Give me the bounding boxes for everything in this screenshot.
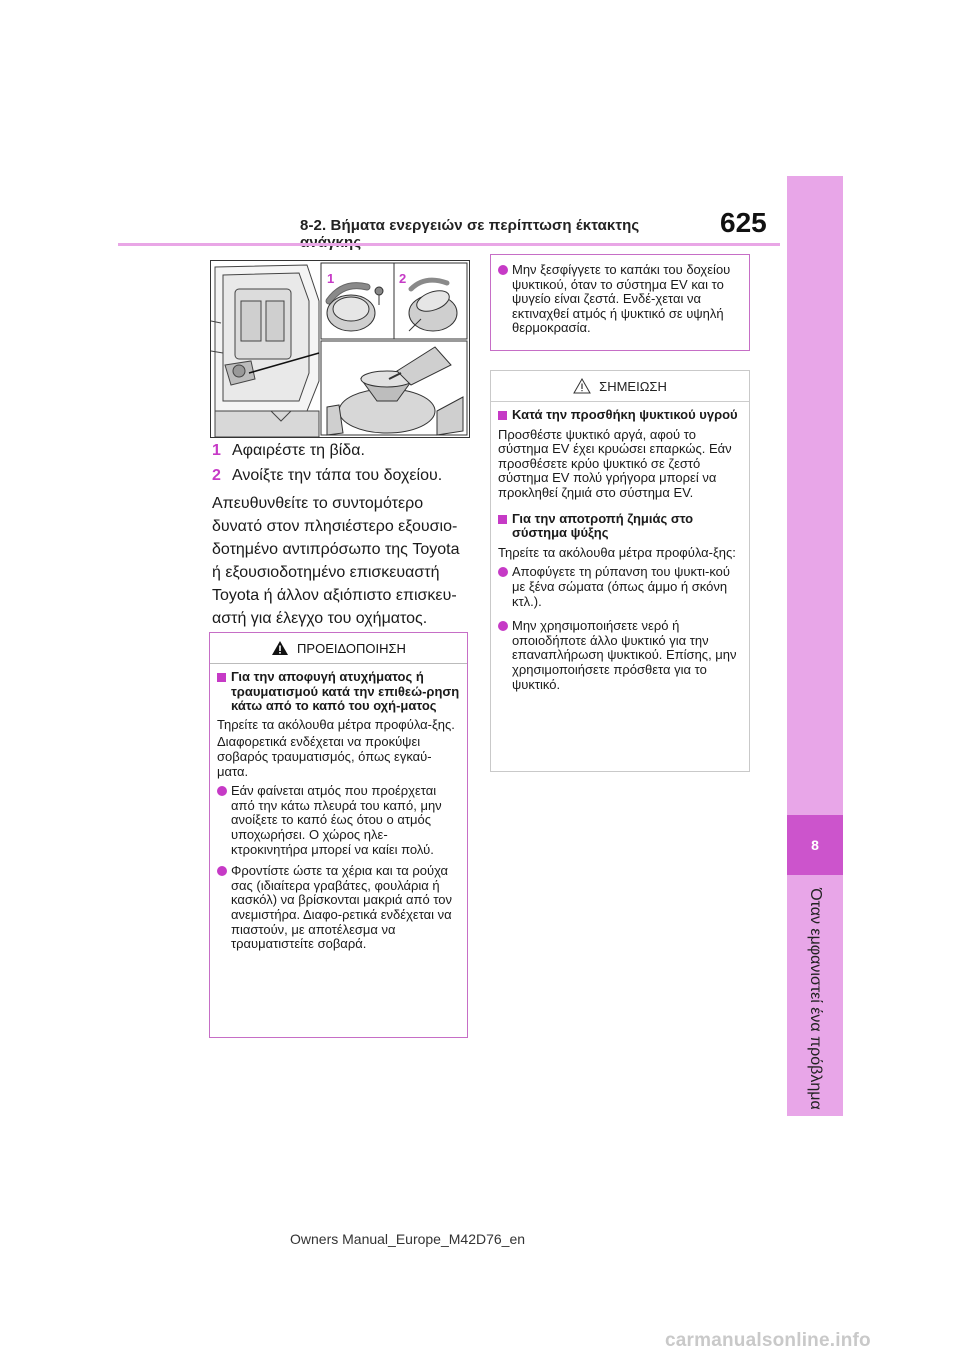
notice-text-1: Προσθέστε ψυκτικό αργά, αφού το σύστημα EV έχει κρυώσει επαρκώς. Εάν προσθέσετε κρύο ψυκτικό σε ζεστό σύστημα EV πολύ γρήγορα μπορεί να προκληθεί ζημιά στο σύστημα EV. bbox=[498, 426, 732, 500]
warning-box bbox=[209, 632, 468, 1038]
notice-text-2: Τηρείτε τα ακόλουθα μέτρα προφύλα-ξης: bbox=[498, 544, 736, 560]
round-bullet-icon bbox=[217, 786, 227, 796]
warning-content bbox=[217, 670, 461, 952]
caution-bullet-text: Μην ξεσφίγγετε το καπάκι του δοχείου ψυκτικού, όταν το σύστημα EV και το ψυγείο είναι ζεστά. Ενδέ-χεται να εκτιναχθεί ατμός ή ψυκτικό σε υψηλή θερμοκρασία. bbox=[512, 262, 731, 336]
caution-bullet bbox=[498, 263, 743, 336]
square-bullet-icon bbox=[498, 411, 507, 420]
square-bullet-icon bbox=[498, 515, 507, 524]
warning-heading bbox=[217, 670, 461, 714]
warning-heading-text: Για την αποφυγή ατυχήματος ή τραυματισμού κατά την επιθεώ-ρηση κάτω από το καπό του οχή-ματος bbox=[231, 669, 460, 714]
caution-content bbox=[498, 263, 743, 336]
header-divider bbox=[118, 243, 780, 246]
warning-intro-1: Τηρείτε τα ακόλουθα μέτρα προφύλα-ξης. bbox=[217, 716, 455, 732]
notice-bullet-text: Αποφύγετε τη ρύπανση του ψυκτι-κού με ξένα σώματα (όπως άμμο ή σκόνη κτλ.). bbox=[512, 564, 731, 609]
step-1 bbox=[212, 442, 365, 460]
warning-triangle-icon bbox=[271, 640, 289, 656]
round-bullet-icon bbox=[498, 567, 508, 577]
caution-continued-box bbox=[490, 254, 750, 351]
notice-header bbox=[491, 371, 749, 402]
notice-bullet-2 bbox=[498, 619, 743, 692]
notice-content bbox=[498, 408, 743, 692]
coolant-reservoir-illustration bbox=[210, 260, 470, 438]
illustration-svg bbox=[211, 261, 469, 437]
section-title: 8-2. Βήματα ενεργειών σε περίπτωση έκτακτης bbox=[300, 217, 640, 234]
step-number: 2 bbox=[212, 467, 221, 484]
notice-heading-text: Για την αποτροπή ζημιάς στο σύστημα ψύξης bbox=[512, 510, 694, 541]
warning-header bbox=[210, 633, 467, 664]
page-number: 625 bbox=[720, 207, 767, 238]
notice-heading-text: Κατά την προσθήκη ψυκτικού υγρού bbox=[512, 407, 738, 422]
warning-bullet-text: Φροντίστε ώστε τα χέρια και τα ρούχα σας (ιδιαίτερα γραβάτες, φουλάρια ή κασκόλ) να βρίσκονται μακριά από τον ανεμιστήρα. Διαφο-ρετικά ενδέχεται να πιαστούν, με αποτέλεσμα να τραυματιστείτε σοβαρά. bbox=[231, 863, 453, 952]
notice-bullet-text: Μην χρησιμοποιήσετε νερό ή οποιοδήποτε άλλο ψυκτικό για την επαναπλήρωση ψυκτικού. Επίσης, μην χρησιμοποιήσετε πρόσθετα για το ψυκτικό. bbox=[512, 618, 737, 692]
notice-title: ΣΗΜΕΙΩΣΗ bbox=[599, 378, 667, 394]
round-bullet-icon bbox=[498, 621, 508, 631]
chapter-title-text: Όταν εμφανιστεί ένα πρόβλημα bbox=[807, 888, 824, 1110]
watermark: carmanualsonline.info bbox=[665, 1330, 871, 1351]
callout-1: 1 bbox=[327, 271, 335, 286]
notice-box bbox=[490, 370, 750, 772]
warning-bullet-1 bbox=[217, 784, 461, 857]
step-text: Αφαιρέστε τη βίδα. bbox=[232, 442, 365, 459]
warning-intro-2: Διαφορετικά ενδέχεται να προκύψει σοβαρός τραυματισμός, όπως εγκαύ-ματα. bbox=[217, 734, 432, 779]
notice-heading-2 bbox=[498, 512, 743, 541]
body-paragraph: Απευθυνθείτε το συντομότερο δυνατό στον πλησιέστερο εξουσιο-δοτημένο αντιπρόσωπο της Toyota ή εξουσιοδοτημένο επισκευαστή Toyota ή άλλον αξιόπιστο επισκευ-αστή για έλεγχο του οχήματος. bbox=[212, 495, 460, 627]
round-bullet-icon bbox=[217, 866, 227, 876]
square-bullet-icon bbox=[217, 673, 226, 682]
step-number: 1 bbox=[212, 442, 221, 459]
notice-bullet-1 bbox=[498, 565, 743, 609]
notice-triangle-icon bbox=[573, 378, 591, 394]
round-bullet-icon bbox=[498, 265, 508, 275]
callout-2: 2 bbox=[399, 271, 407, 286]
notice-heading-1 bbox=[498, 408, 743, 423]
step-2 bbox=[212, 467, 442, 485]
footer-manual-id: Owners Manual_Europe_M42D76_en bbox=[290, 1231, 526, 1247]
warning-bullet-text: Εάν φαίνεται ατμός που προέρχεται από την κάτω πλευρά του καπό, μην ανοίξετε το καπό έως ότου ο ατμός υποχωρήσει. Ο χώρος ηλε-κτροκινητήρα μπορεί να καίει πολύ. bbox=[231, 783, 442, 857]
warning-bullet-2 bbox=[217, 864, 461, 952]
step-text: Ανοίξτε την τάπα του δοχείου. bbox=[232, 467, 443, 484]
chapter-number-box: 8 bbox=[787, 815, 843, 875]
warning-title: ΠΡΟΕΙΔΟΠΟΙΗΣΗ bbox=[297, 640, 406, 656]
